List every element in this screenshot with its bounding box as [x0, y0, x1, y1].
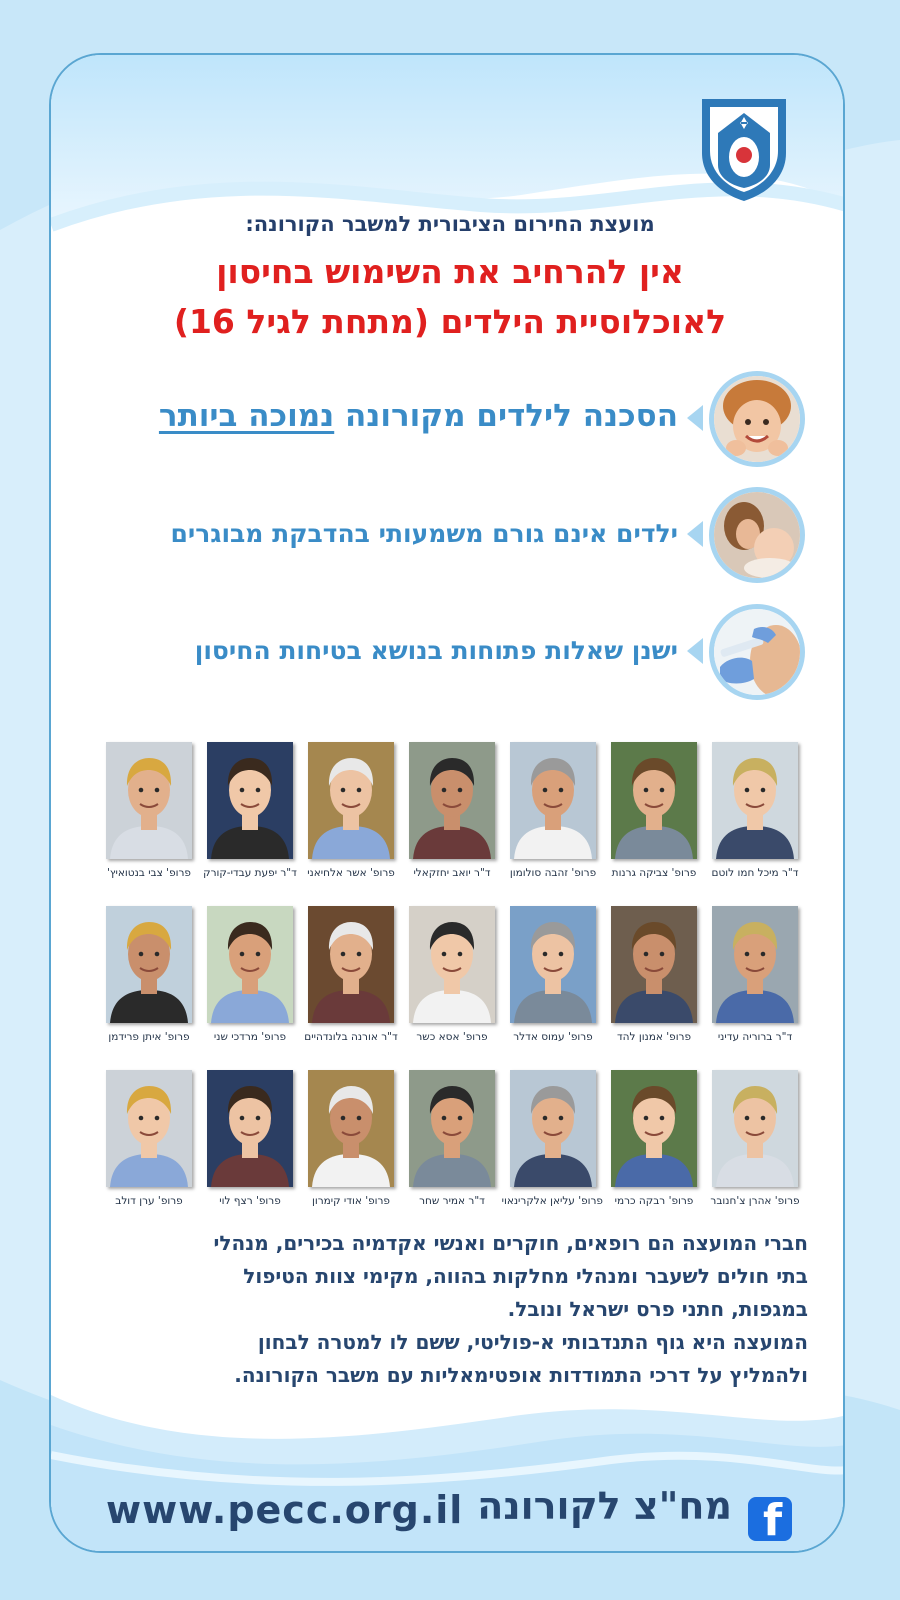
point-transmission — [70, 519, 678, 548]
member-photo — [510, 906, 596, 1023]
point-text: הסכנה לילדים מקורונה — [334, 398, 678, 434]
member-name: פרופ' אמנון להד — [616, 1031, 692, 1043]
bubble-pointer — [687, 638, 703, 664]
member-name: פרופ' איתן פרידמן — [108, 1031, 190, 1043]
member-name: ד"ר ברוריה עדיני — [717, 1031, 793, 1043]
description-line: בתי חולים לשעבר ומנהלי מחלקות בהווה, מקימי צוות הטיפול — [243, 1264, 808, 1288]
point-emphasis: נמוכה ביותר — [158, 398, 335, 434]
member-name: פרופ' מרדכי שני — [213, 1031, 287, 1043]
member-photo — [712, 906, 798, 1023]
member-name: ד"ר יואב יחזקאלי — [413, 867, 491, 879]
council-subtitle: מועצת החירום הציבורית למשבר הקורונה: — [245, 212, 655, 236]
member-photo — [712, 742, 798, 859]
member-name: פרופ' זהבה סולומון — [509, 867, 597, 879]
description-line: המועצה היא גוף התנדבותי א-פוליטי, ששם לו למטרה לבחון — [257, 1330, 808, 1354]
smiling-child-photo — [709, 371, 805, 467]
member-photo — [308, 1070, 394, 1187]
member-name: פרופ' צבי בנטואיץ' — [107, 867, 191, 879]
member-name: פרופ' אודי קימרון — [311, 1195, 390, 1207]
member-photo — [308, 742, 394, 859]
member-photo — [712, 1070, 798, 1187]
member-photo — [207, 742, 293, 859]
member-name: פרופ' רבקה כרמי — [614, 1195, 694, 1207]
mother-and-baby-photo — [709, 487, 805, 583]
point-text: ילדים אינם גורם משמעותי בהדבקת מבוגרים — [170, 519, 678, 548]
member-name: פרופ' אהרן צ'חנובר — [710, 1195, 800, 1207]
member-photo — [409, 906, 495, 1023]
headline-line-2: לאוכלוסיית הילדים (מתחת לגיל 16) — [173, 302, 727, 341]
member-photo — [611, 1070, 697, 1187]
member-name: פרופ' אשר אלחיאני — [307, 867, 395, 879]
facebook-icon[interactable]: f — [748, 1497, 792, 1541]
member-photo — [510, 742, 596, 859]
council-emblem-logo — [698, 95, 790, 203]
bubble-pointer — [687, 521, 703, 547]
council-name: מח"צ לקורונה — [477, 1484, 732, 1528]
member-name: פרופ' עליאן אלקרינאוי — [501, 1195, 603, 1207]
bubble-pointer — [687, 405, 703, 431]
member-photo — [106, 1070, 192, 1187]
point-text: ישנן שאלות פתוחות בנושא בטיחות החיסון — [194, 636, 678, 665]
member-name: פרופ' עמוס אדלר — [513, 1031, 593, 1043]
description-line: חברי המועצה הם רופאים, חוקרים ואנשי אקדמיה בכירים, מנהלי — [213, 1231, 808, 1255]
member-name: ד"ר אורנה בלונדהיים — [304, 1031, 398, 1043]
vaccine-injection-photo — [709, 604, 805, 700]
member-photo — [409, 742, 495, 859]
description-line: ולהמליץ על דרכי התמודדות אופטימאליות עם משבר הקורונה. — [234, 1363, 808, 1387]
member-name: פרופ' צביקה גרנות — [611, 867, 697, 879]
member-photo — [611, 742, 697, 859]
member-photo — [207, 1070, 293, 1187]
member-photo — [510, 1070, 596, 1187]
council-description — [100, 1227, 808, 1392]
member-photo — [308, 906, 394, 1023]
member-name: פרופ' ערן דולב — [115, 1195, 183, 1207]
member-name: ד"ר אמיר שחר — [419, 1195, 485, 1207]
member-name: ד"ר יפעת עבדי-קורק — [203, 867, 297, 879]
member-name: פרופ' רצף לוי — [219, 1195, 281, 1207]
member-name: ד"ר מיכל חמו לוטם — [711, 867, 799, 879]
member-name: פרופ' אסא כשר — [416, 1031, 488, 1043]
member-photo — [106, 906, 192, 1023]
point-low-risk — [70, 398, 678, 434]
website-link[interactable]: www.pecc.org.il — [106, 1488, 464, 1532]
member-photo — [207, 906, 293, 1023]
member-photo — [611, 906, 697, 1023]
point-vaccine-safety — [70, 636, 678, 665]
description-line: במגפות, חתני פרס ישראל ונובל. — [507, 1297, 808, 1321]
member-photo — [409, 1070, 495, 1187]
headline-line-1: אין להרחיב את השימוש בחיסון — [216, 252, 684, 291]
member-photo — [106, 742, 192, 859]
